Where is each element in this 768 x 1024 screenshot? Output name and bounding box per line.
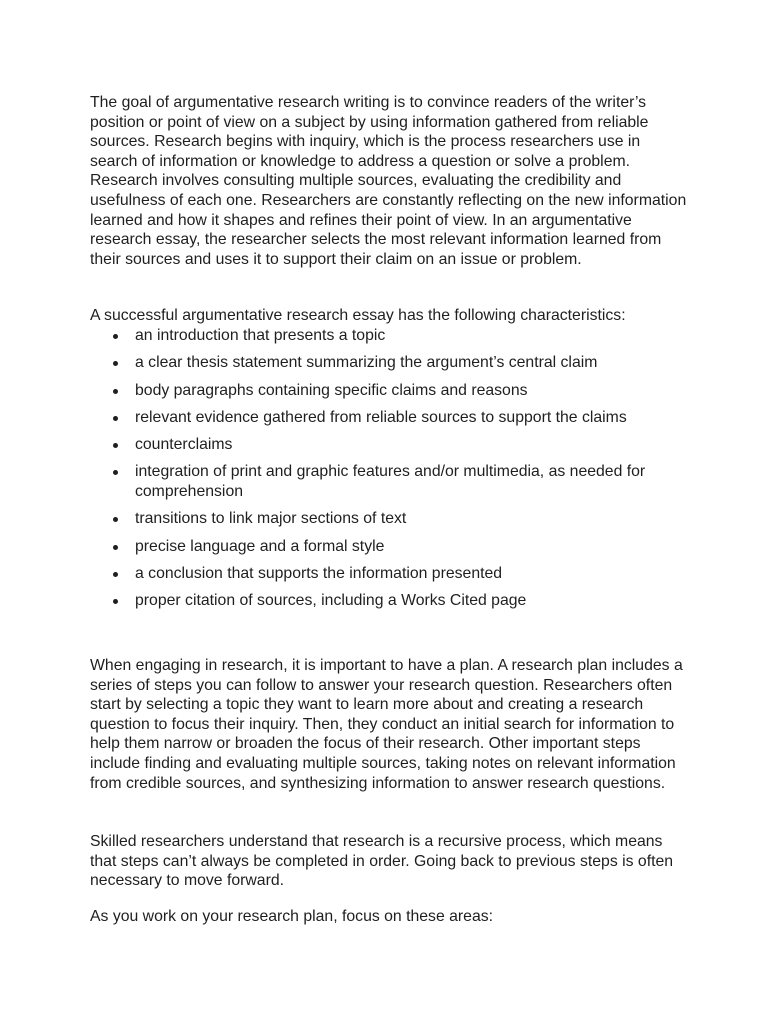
list-item-text: transitions to link major sections of text: [135, 510, 407, 528]
characteristics-list: [90, 326, 690, 618]
research-plan-paragraph: When engaging in research, it is important to have a plan. A research plan includes a series of steps you can follow to answer your research question. Researchers often start by selecting a topic they want to learn more about and creating a research question to focus their inquiry. Then, they conduct an initial search for information to help them narrow or broaden the focus of their research. Other important steps include finding and evaluating multiple sources, taking notes on relevant information from credible sources, and synthesizing information to answer research questions.: [90, 657, 683, 792]
list-item: [90, 564, 690, 584]
list-item: [90, 353, 690, 373]
recursive-process-paragraph: Skilled researchers understand that research is a recursive process, which means that steps can’t always be completed in order. Going back to previous steps is often necessary to move forward.: [90, 833, 674, 890]
list-item: [90, 381, 690, 401]
list-item-text: body paragraphs containing specific claims and reasons: [135, 381, 528, 399]
bullet-icon: [113, 470, 118, 475]
bullet-icon: [113, 545, 118, 550]
list-item: [90, 326, 690, 346]
bullet-icon: [113, 517, 118, 522]
list-item-text: relevant evidence gathered from reliable sources to support the claims: [135, 408, 627, 426]
list-item: [90, 537, 690, 557]
bullet-icon: [113, 443, 118, 448]
list-item: [90, 591, 690, 611]
list-item-text: a conclusion that supports the information presented: [135, 564, 503, 582]
bullet-icon: [113, 389, 118, 394]
characteristics-lead-in: A successful argumentative research essay has the following characteristics:: [90, 307, 626, 324]
list-item-text: precise language and a formal style: [135, 537, 385, 555]
bullet-icon: [113, 334, 118, 339]
list-item-text: integration of print and graphic features and/or multimedia, as needed for comprehension: [135, 463, 646, 500]
list-item: [90, 509, 690, 529]
bullet-icon: [113, 361, 118, 366]
list-item: [90, 408, 690, 428]
bullet-icon: [113, 416, 118, 421]
list-item: [90, 462, 690, 501]
bullet-icon: [113, 572, 118, 577]
intro-paragraph: The goal of argumentative research writing is to convince readers of the writer’s position or point of view on a subject by using information gathered from reliable sources. Research begins with inquiry, which is the process researchers use in search of information or knowledge to address a question or solve a problem. Research involves consulting multiple sources, evaluating the credibility and usefulness of each one. Researchers are constantly reflecting on the new information learned and how it shapes and refines their point of view. In an argumentative research essay, the researcher selects the most relevant information learned from their sources and uses it to support their claim on an issue or problem.: [90, 94, 687, 268]
focus-areas-lead-in: As you work on your research plan, focus on these areas:: [90, 908, 494, 925]
list-item-text: an introduction that presents a topic: [135, 327, 386, 344]
list-item-text: counterclaims: [135, 436, 233, 454]
bullet-icon: [113, 599, 118, 604]
list-item: [90, 435, 690, 455]
list-item-text: a clear thesis statement summarizing the argument’s central claim: [135, 354, 598, 372]
list-item-text: proper citation of sources, including a Works Cited page: [135, 592, 527, 610]
